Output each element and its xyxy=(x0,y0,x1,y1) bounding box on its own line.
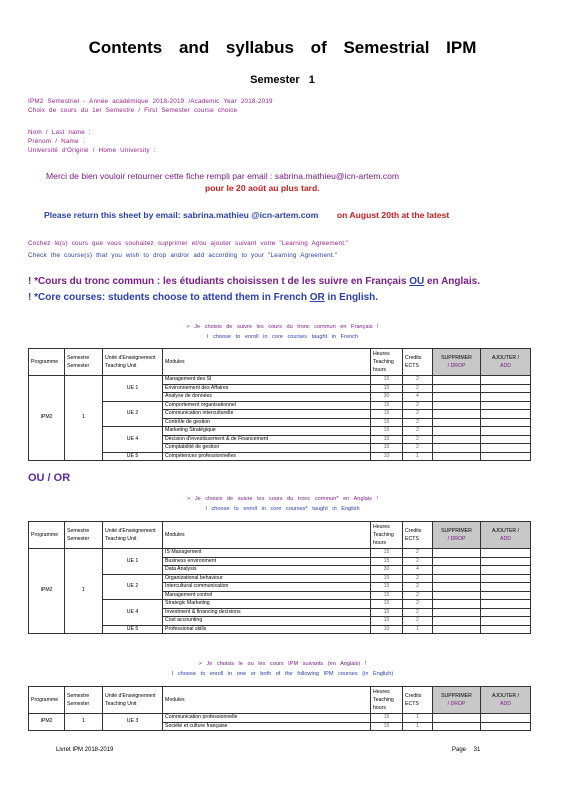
table-row xyxy=(29,549,531,558)
teaching-hours: 15 xyxy=(371,608,403,617)
module-name: Environnement des Affaires xyxy=(163,384,371,393)
module-name: Comportement organisationnel xyxy=(163,401,371,410)
table1-caption-fr: > Je choisis de suivre les cours du tronc commun en Français ! xyxy=(186,324,379,330)
module-name: Contrôle de gestion xyxy=(163,418,371,427)
module-name: Cost accounting xyxy=(163,617,371,626)
instruction-block xyxy=(28,238,349,262)
module-name: Professional skills xyxy=(163,625,371,634)
add-checkbox-cell[interactable] xyxy=(481,444,531,453)
module-name: Intercultural communication xyxy=(163,583,371,592)
teaching-hours: 15 xyxy=(371,427,403,436)
teaching-unit-cell: UE 1 xyxy=(103,549,163,575)
table2-caption xyxy=(0,494,565,514)
drop-checkbox-cell[interactable] xyxy=(433,376,481,385)
teaching-hours: 15 xyxy=(371,714,403,723)
header-line: Choix de cours du 1er Semestre / First Semester course choice xyxy=(28,107,238,114)
table-header-row xyxy=(29,522,531,549)
ects-credits: 2 xyxy=(403,418,433,427)
header-semestre: Semestre Semester xyxy=(65,522,103,549)
header-modules: Modules xyxy=(163,687,371,714)
teaching-hours: 15 xyxy=(371,549,403,558)
teaching-hours: 15 xyxy=(371,574,403,583)
ects-credits: 2 xyxy=(403,384,433,393)
table-header-row xyxy=(29,687,531,714)
table-row xyxy=(29,401,531,410)
header-programme: Programme xyxy=(29,349,65,376)
teaching-hours: 15 xyxy=(371,591,403,600)
core-fr-or: OU xyxy=(409,276,425,287)
header-semestre: Semestre Semester xyxy=(65,687,103,714)
header-drop xyxy=(433,687,481,714)
header-unite: Unité d'Enseignement Teaching Unit xyxy=(103,522,163,549)
teaching-hours: 15 xyxy=(371,557,403,566)
teaching-hours: 15 xyxy=(371,410,403,419)
teaching-hours: 15 xyxy=(371,435,403,444)
teaching-unit-cell: UE 2 xyxy=(103,401,163,427)
drop-checkbox-cell[interactable] xyxy=(433,435,481,444)
teaching-hours: 15 xyxy=(371,617,403,626)
instruction-fr: Cochez le(s) cours que vous souhaitez supprimer et/ou ajouter suivant votre "Learning Agreement." xyxy=(28,240,349,247)
ects-credits: 4 xyxy=(403,393,433,402)
add-checkbox-cell[interactable] xyxy=(481,376,531,385)
teaching-hours: 10 xyxy=(371,452,403,461)
teaching-unit-cell: UE 1 xyxy=(103,376,163,402)
drop-checkbox-cell[interactable] xyxy=(433,401,481,410)
table1-caption xyxy=(0,322,565,342)
add-checkbox-cell[interactable] xyxy=(481,625,531,634)
module-name: Organizational behaviour xyxy=(163,574,371,583)
drop-checkbox-cell[interactable] xyxy=(433,427,481,436)
module-name: Communication interculturelle xyxy=(163,410,371,419)
ects-credits: 1 xyxy=(403,452,433,461)
teaching-hours: 15 xyxy=(371,384,403,393)
first-name-label: Prénom / Name : xyxy=(28,138,85,145)
table-row xyxy=(29,714,531,723)
or-separator: OU / OR xyxy=(28,472,71,484)
add-checkbox-cell[interactable] xyxy=(481,608,531,617)
table-row xyxy=(29,574,531,583)
header-modules: Modules xyxy=(163,522,371,549)
drop-checkbox-cell[interactable] xyxy=(433,714,481,723)
teaching-hours: 15 xyxy=(371,583,403,592)
drop-checkbox-cell[interactable] xyxy=(433,583,481,592)
header-add-label: AJOUTER / xyxy=(491,355,520,361)
ects-credits: 2 xyxy=(403,591,433,600)
header-unite: Unité d'Enseignement Teaching Unit xyxy=(103,349,163,376)
ects-credits: 2 xyxy=(403,574,433,583)
ects-credits: 2 xyxy=(403,444,433,453)
table3-caption xyxy=(0,659,565,679)
en-request-line xyxy=(44,205,449,223)
ects-credits: 2 xyxy=(403,549,433,558)
drop-checkbox-cell[interactable] xyxy=(433,410,481,419)
header-drop-sub: / DROP xyxy=(447,536,466,542)
module-name: Marketing Stratégique xyxy=(163,427,371,436)
drop-checkbox-cell[interactable] xyxy=(433,600,481,609)
teaching-unit-cell: UE 5 xyxy=(103,452,163,461)
header-heures: Heures Teaching hours xyxy=(371,522,403,549)
add-checkbox-cell[interactable] xyxy=(481,393,531,402)
table1-caption-en: I choose to enroll in core courses taught in French xyxy=(206,334,359,340)
teaching-hours: 10 xyxy=(371,625,403,634)
core-en-tail: in English. xyxy=(327,292,379,303)
header-add-label: AJOUTER / xyxy=(491,528,520,534)
add-checkbox-cell[interactable] xyxy=(481,566,531,575)
teaching-unit-cell: UE 3 xyxy=(103,714,163,731)
header-block xyxy=(28,97,273,115)
teaching-unit-cell: UE 2 xyxy=(103,574,163,600)
core-fr-tail: en Anglais. xyxy=(427,276,480,287)
identity-block xyxy=(28,128,156,155)
teaching-hours: 15 xyxy=(371,376,403,385)
fr-deadline: pour le 20 août au plus tard. xyxy=(205,183,320,193)
table-header-row xyxy=(29,349,531,376)
semester-heading: Semester 1 xyxy=(250,74,315,86)
footer-page-number: Page 31 xyxy=(452,747,481,753)
table3-caption-fr: > Je choisis le ou les cours IPM suivants (en Anglais) ! xyxy=(198,661,367,667)
add-checkbox-cell[interactable] xyxy=(481,384,531,393)
header-add xyxy=(481,522,531,549)
header-credits: Credits ECTS xyxy=(403,522,433,549)
core-courses-en xyxy=(28,292,378,303)
en-deadline: on August 20th at the latest xyxy=(336,210,450,220)
header-drop-sub: / DROP xyxy=(447,701,466,707)
add-checkbox-cell[interactable] xyxy=(481,714,531,723)
header-drop-label: SUPPRIMER xyxy=(441,693,472,699)
header-credits: Credits ECTS xyxy=(403,349,433,376)
module-name: Strategic Marketing xyxy=(163,600,371,609)
table2-caption-fr: > Je choisis de suivre les cours du tronc commun* en Anglais ! xyxy=(187,496,378,502)
module-name: Investment & financing decisions xyxy=(163,608,371,617)
ects-credits: 1 xyxy=(403,722,433,731)
header-modules: Modules xyxy=(163,349,371,376)
drop-checkbox-cell[interactable] xyxy=(433,393,481,402)
header-add xyxy=(481,349,531,376)
core-en-text: ! *Core courses: students choose to attend them in French xyxy=(28,292,307,303)
core-fr-text: ! *Cours du tronc commun : les étudiants choisissen t de les suivre en Français xyxy=(28,276,407,287)
add-checkbox-cell[interactable] xyxy=(481,591,531,600)
fr-request: Merci de bien vouloir retourner cette fiche rempli par email : sabrina.mathieu@icn-artem.com xyxy=(46,171,400,181)
ects-credits: 2 xyxy=(403,557,433,566)
ects-credits: 2 xyxy=(403,427,433,436)
drop-checkbox-cell[interactable] xyxy=(433,418,481,427)
ects-credits: 2 xyxy=(403,401,433,410)
drop-checkbox-cell[interactable] xyxy=(433,608,481,617)
add-checkbox-cell[interactable] xyxy=(481,435,531,444)
drop-checkbox-cell[interactable] xyxy=(433,617,481,626)
add-checkbox-cell[interactable] xyxy=(481,617,531,626)
header-programme: Programme xyxy=(29,522,65,549)
header-drop-label: SUPPRIMER xyxy=(441,528,472,534)
drop-checkbox-cell[interactable] xyxy=(433,444,481,453)
instruction-en: Check the course(s) that you wish to drop and/or add according to your "Learning Agreement." xyxy=(28,252,338,259)
header-credits: Credits ECTS xyxy=(403,687,433,714)
module-name: Business environment xyxy=(163,557,371,566)
module-name: Analyse de données xyxy=(163,393,371,402)
header-add-sub: ADD xyxy=(500,363,511,369)
header-drop-label: SUPPRIMER xyxy=(441,355,472,361)
drop-checkbox-cell[interactable] xyxy=(433,384,481,393)
drop-checkbox-cell[interactable] xyxy=(433,452,481,461)
table-row xyxy=(29,625,531,634)
ects-credits: 2 xyxy=(403,376,433,385)
table-row xyxy=(29,376,531,385)
module-name: Compétences professionnelles xyxy=(163,452,371,461)
ects-credits: 1 xyxy=(403,714,433,723)
ects-credits: 2 xyxy=(403,410,433,419)
header-unite: Unité d'Enseignement Teaching Unit xyxy=(103,687,163,714)
semester-cell: 1 xyxy=(65,714,103,731)
drop-checkbox-cell[interactable] xyxy=(433,566,481,575)
programme-cell: IPM2 xyxy=(29,549,65,634)
course-table-french xyxy=(28,348,531,461)
module-name: Management control xyxy=(163,591,371,600)
module-name: Data Analysis xyxy=(163,566,371,575)
add-checkbox-cell[interactable] xyxy=(481,452,531,461)
teaching-hours: 15 xyxy=(371,600,403,609)
teaching-hours: 30 xyxy=(371,566,403,575)
ects-credits: 2 xyxy=(403,600,433,609)
module-name: Décision d'investissement & de Financement xyxy=(163,435,371,444)
header-add xyxy=(481,687,531,714)
ects-credits: 2 xyxy=(403,583,433,592)
drop-checkbox-cell[interactable] xyxy=(433,549,481,558)
ects-credits: 2 xyxy=(403,617,433,626)
course-table-ipm xyxy=(28,686,531,731)
add-checkbox-cell[interactable] xyxy=(481,583,531,592)
table-row xyxy=(29,427,531,436)
drop-checkbox-cell[interactable] xyxy=(433,591,481,600)
footer-booklet: Livret IPM 2018-2019 xyxy=(56,747,114,753)
module-name: Société et culture française xyxy=(163,722,371,731)
drop-checkbox-cell[interactable] xyxy=(433,625,481,634)
header-add-sub: ADD xyxy=(500,536,511,542)
add-checkbox-cell[interactable] xyxy=(481,418,531,427)
header-programme: Programme xyxy=(29,687,65,714)
add-checkbox-cell[interactable] xyxy=(481,574,531,583)
add-checkbox-cell[interactable] xyxy=(481,401,531,410)
last-name-label: Nom / Last name : xyxy=(28,129,91,136)
header-heures: Heures Teaching hours xyxy=(371,349,403,376)
teaching-hours: 15 xyxy=(371,401,403,410)
module-name: Management des SI xyxy=(163,376,371,385)
teaching-hours: 15 xyxy=(371,722,403,731)
add-checkbox-cell[interactable] xyxy=(481,557,531,566)
module-name: IS Management xyxy=(163,549,371,558)
ects-credits: 2 xyxy=(403,435,433,444)
core-courses-fr xyxy=(28,276,480,287)
core-en-or: OR xyxy=(309,292,325,303)
header-heures: Heures Teaching hours xyxy=(371,687,403,714)
add-checkbox-cell[interactable] xyxy=(481,549,531,558)
header-drop xyxy=(433,349,481,376)
drop-checkbox-cell[interactable] xyxy=(433,574,481,583)
drop-checkbox-cell[interactable] xyxy=(433,557,481,566)
semester-cell: 1 xyxy=(65,376,103,461)
table-row xyxy=(29,452,531,461)
ects-credits: 4 xyxy=(403,566,433,575)
page-title: Contents and syllabus of Semestrial IPM xyxy=(88,38,477,57)
header-semestre: Semestre Semester xyxy=(65,349,103,376)
table2-caption-en: I choose to enroll in core courses* taught in English xyxy=(205,506,360,512)
home-university-label: Université d'Origine / Home University : xyxy=(28,147,156,154)
add-checkbox-cell[interactable] xyxy=(481,600,531,609)
teaching-unit-cell: UE 4 xyxy=(103,427,163,453)
header-add-label: AJOUTER / xyxy=(491,693,520,699)
course-table-english xyxy=(28,521,531,634)
drop-checkbox-cell[interactable] xyxy=(433,722,481,731)
semester-cell: 1 xyxy=(65,549,103,634)
header-line: IPM2 Semestriel - Année académique 2018-2019 /Academic Year 2018-2019 xyxy=(28,98,273,105)
add-checkbox-cell[interactable] xyxy=(481,410,531,419)
programme-cell: IPM2 xyxy=(29,714,65,731)
module-name: Comptabilité de gestion xyxy=(163,444,371,453)
module-name: Communication professionnelle xyxy=(163,714,371,723)
teaching-hours: 15 xyxy=(371,444,403,453)
en-request: Please return this sheet by email: sabrina.mathieu @icn-artem.com xyxy=(44,210,319,220)
table3-caption-en: I choose to enroll in one or both of the following IPM courses (in English) xyxy=(171,671,394,677)
header-drop xyxy=(433,522,481,549)
add-checkbox-cell[interactable] xyxy=(481,722,531,731)
teaching-hours: 15 xyxy=(371,418,403,427)
add-checkbox-cell[interactable] xyxy=(481,427,531,436)
teaching-unit-cell: UE 5 xyxy=(103,625,163,634)
ects-credits: 2 xyxy=(403,608,433,617)
header-drop-sub: / DROP xyxy=(447,363,466,369)
teaching-hours: 30 xyxy=(371,393,403,402)
table-row xyxy=(29,600,531,609)
header-add-sub: ADD xyxy=(500,701,511,707)
teaching-unit-cell: UE 4 xyxy=(103,600,163,626)
ects-credits: 1 xyxy=(403,625,433,634)
programme-cell: IPM2 xyxy=(29,376,65,461)
